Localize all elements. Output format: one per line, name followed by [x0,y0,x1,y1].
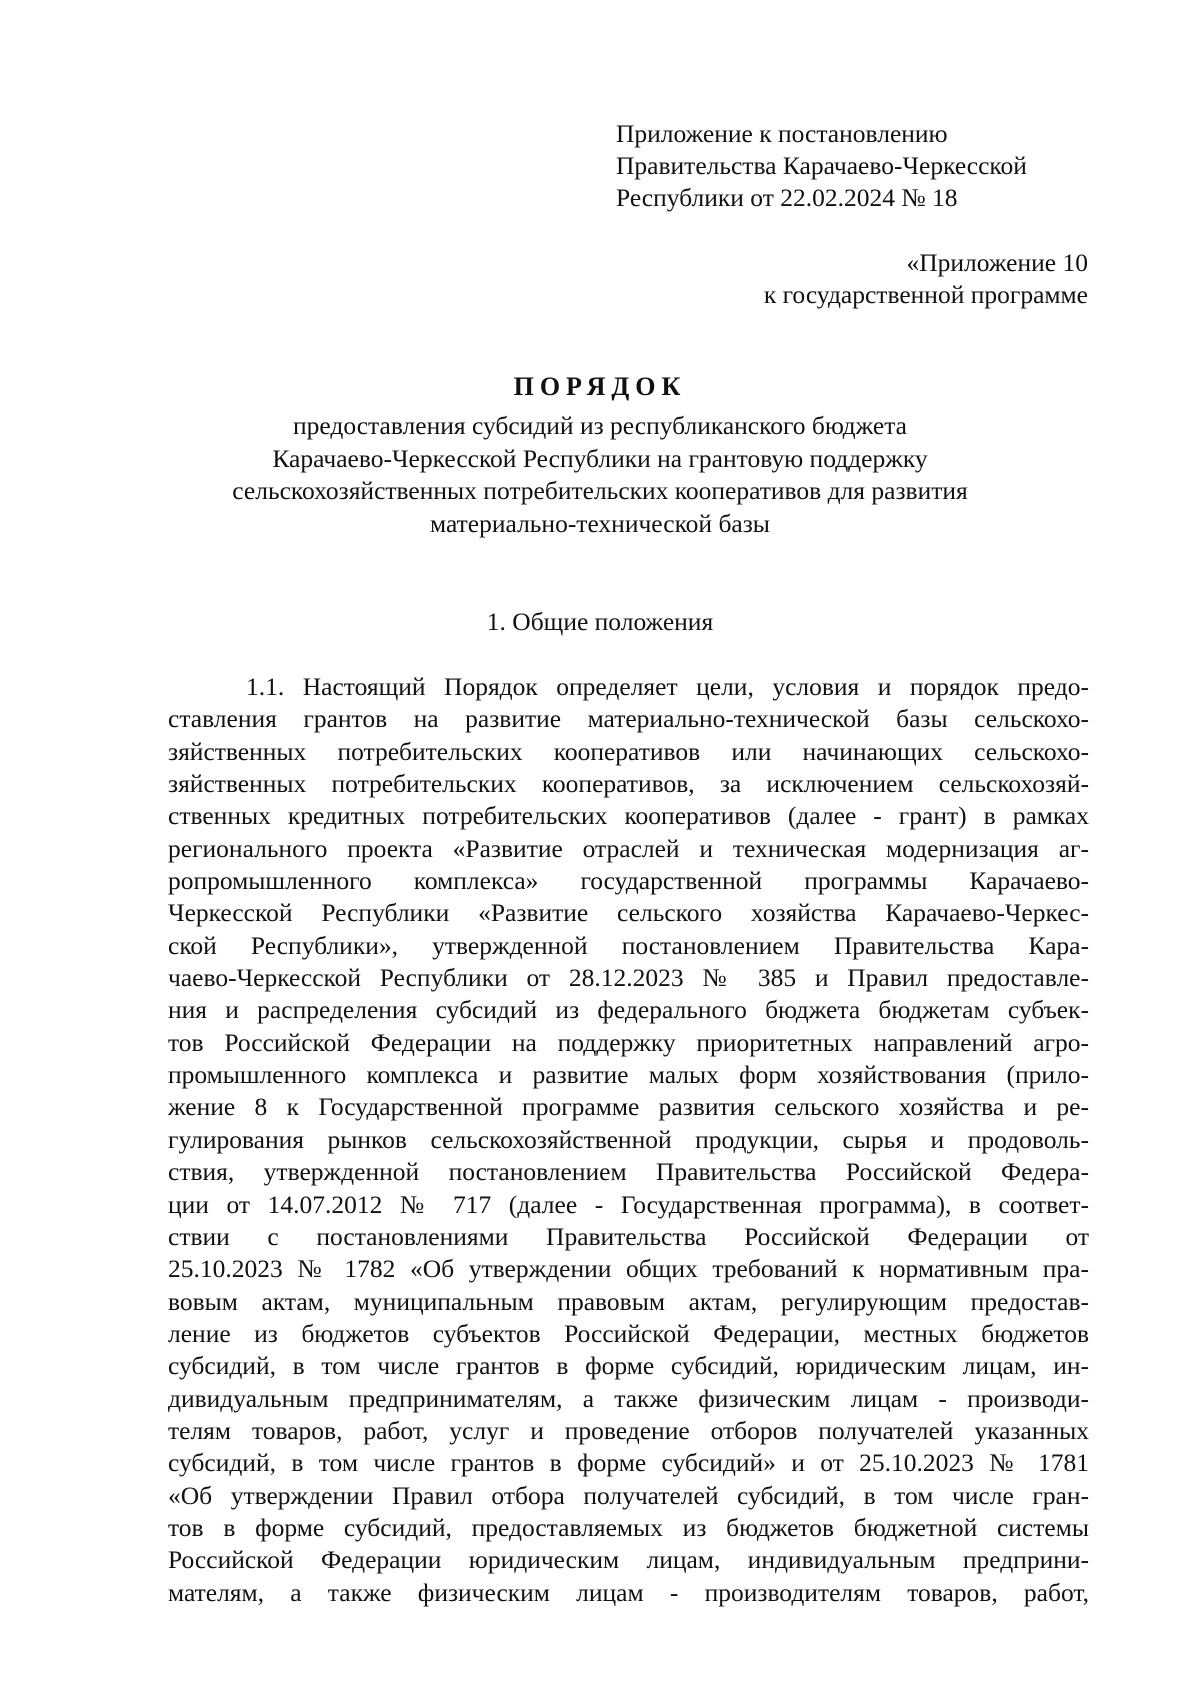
paragraph-line: вовым актам, муниципальным правовым актам, регулирующим предостав- [168,1286,1089,1316]
paragraph-line: 25.10.2023 № 1782 «Об утверждении общих требований к нормативным пра- [168,1254,1089,1284]
appendix-reference [764,247,1088,311]
approval-line: Приложение к постановлению [616,119,948,148]
subtitle-line: материально-технической базы [430,508,770,538]
paragraph-line: жение 8 к Государственной программе развития сельского хозяйства и ре- [168,1092,1089,1122]
appendix-line: «Приложение 10 [906,248,1088,277]
paragraph-line: субсидий, в том числе грантов в форме субсидий» и от 25.10.2023 № 1781 [168,1448,1089,1478]
approval-block [616,118,1027,214]
paragraph-line: ственных кредитных потребительских кооперативов (далее - грант) в рамках [168,801,1089,831]
paragraph-line: дивидуальным предпринимателям, а также физическим лицам - производи- [168,1383,1089,1413]
paragraph-line: ния и распределения субсидий из федерального бюджета бюджетам субъек- [168,995,1089,1025]
paragraph-line: 1.1. Настоящий Порядок определяет цели, условия и порядок предо- [246,672,1089,701]
approval-line: Правительства Карачаево-Черкесской [616,151,1027,180]
paragraph-1-1 [168,671,1089,1609]
subtitle-line: предоставления субсидий из республиканского бюджета [293,411,907,440]
paragraph-line: Российской Федерации юридическим лицам, индивидуальным предприни- [168,1545,1089,1575]
paragraph-line: гулирования рынков сельскохозяйственной продукции, сырья и продоволь- [168,1124,1089,1154]
paragraph-line: ропромышленного комплекса» государственной программы Карачаево- [168,866,1089,896]
paragraph-line: мателям, а также физическим лицам - производителям товаров, работ, [168,1577,1089,1607]
paragraph-line: зяйственных потребительских кооперативов, за исключением сельскохозяй- [168,769,1089,799]
paragraph-line: ской Республики», утвержденной постановлением Правительства Кара- [168,930,1089,960]
document-title: ПОРЯДОК [513,372,687,401]
paragraph-line: ление из бюджетов субъектов Российской Федерации, местных бюджетов [168,1318,1089,1348]
section-heading: 1. Общие положения [486,607,714,636]
paragraph-line: Черкесской Республики «Развитие сельского хозяйства Карачаево-Черкес- [168,898,1089,928]
paragraph-line: зяйственных потребительских кооперативов или начинающих сельскохо- [168,736,1089,766]
subtitle-line: Карачаево-Черкесской Республики на грантовую поддержку [272,443,928,473]
paragraph-line: ствии с постановлениями Правительства Российской Федерации от [168,1221,1089,1251]
paragraph-line: регионального проекта «Развитие отраслей и техническая модернизация аг- [168,833,1089,863]
paragraph-line: ствия, утвержденной постановлением Правительства Российской Федера- [168,1157,1089,1187]
paragraph-line: чаево-Черкесской Республики от 28.12.2023 № 385 и Правил предоставле- [168,963,1089,993]
paragraph-line: тов Российской Федерации на поддержку приоритетных направлений агро- [168,1027,1089,1057]
subtitle-line: сельскохозяйственных потребительских кооперативов для развития [232,476,968,505]
paragraph-line: ставления грантов на развитие материально-технической базы сельскохо- [168,704,1089,734]
paragraph-line: тов в форме субсидий, предоставляемых из бюджетов бюджетной системы [168,1512,1089,1542]
paragraph-line: телям товаров, работ, услуг и проведение отборов получателей указанных [168,1415,1089,1445]
appendix-line: к государственной программе [763,280,1088,309]
approval-line: Республики от 22.02.2024 № 18 [616,183,958,212]
paragraph-line: ции от 14.07.2012 № 717 (далее - Государственная программа), в соответ- [168,1189,1089,1219]
document-subtitle [0,410,1200,540]
paragraph-line: «Об утверждении Правил отбора получателей субсидий, в том числе гран- [168,1480,1089,1510]
paragraph-line: промышленного комплекса и развитие малых форм хозяйствования (прило- [168,1060,1089,1090]
paragraph-line: субсидий, в том числе грантов в форме субсидий, юридическим лицам, ин- [168,1351,1089,1381]
